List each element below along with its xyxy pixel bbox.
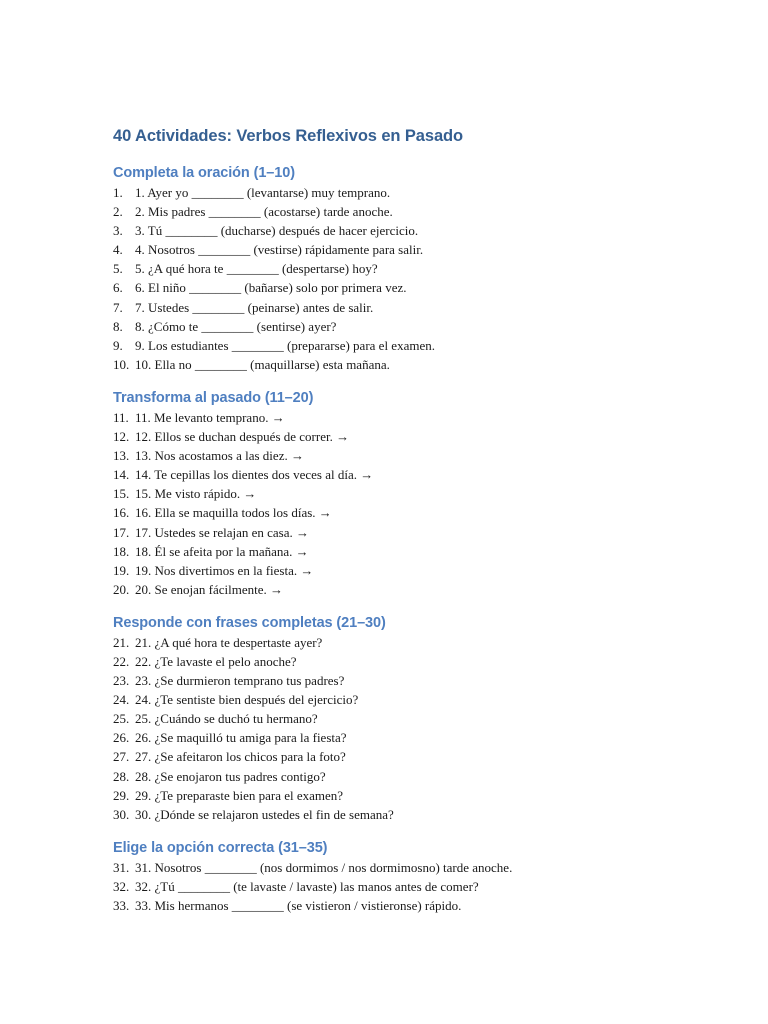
list-item bbox=[113, 484, 713, 503]
list-item bbox=[113, 523, 713, 542]
list-item bbox=[113, 542, 713, 561]
exercise-list-elige bbox=[113, 858, 713, 915]
item-number: 5. bbox=[113, 261, 123, 277]
item-text: 17. Ustedes se relajan en casa. → bbox=[135, 524, 309, 540]
list-item bbox=[113, 858, 713, 877]
item-number: 33. bbox=[113, 898, 130, 913]
item-number: 3. bbox=[113, 223, 123, 239]
list-item bbox=[113, 709, 713, 728]
list-item bbox=[113, 336, 713, 355]
list-item bbox=[113, 877, 713, 896]
item-number: 14. bbox=[113, 467, 130, 483]
list-item bbox=[113, 805, 713, 824]
item-number: 1. bbox=[113, 185, 123, 200]
item-number: 32. bbox=[113, 878, 130, 894]
item-number: 21. bbox=[113, 634, 130, 650]
item-text: 21. ¿A qué hora te despertaste ayer? bbox=[135, 634, 323, 650]
section-heading-elige: Elige la opción correcta (31–35) bbox=[113, 839, 328, 856]
item-number: 19. bbox=[113, 562, 130, 578]
list-item bbox=[113, 240, 713, 259]
item-text: 18. Él se afeita por la mañana. → bbox=[135, 543, 309, 559]
list-item bbox=[113, 503, 713, 522]
list-item bbox=[113, 298, 713, 317]
item-number: 23. bbox=[113, 673, 130, 689]
item-number: 26. bbox=[113, 730, 130, 746]
item-number: 4. bbox=[113, 242, 123, 258]
item-number: 13. bbox=[113, 448, 130, 464]
item-number: 7. bbox=[113, 299, 123, 315]
item-text: 23. ¿Se durmieron temprano tus padres? bbox=[135, 673, 345, 689]
list-item bbox=[113, 747, 713, 766]
item-text: 5. ¿A qué hora te ________ (despertarse) hoy? bbox=[135, 261, 378, 277]
item-text: 2. Mis padres ________ (acostarse) tarde anoche. bbox=[135, 204, 393, 220]
document-page bbox=[113, 124, 713, 915]
list-item bbox=[113, 427, 713, 446]
list-item bbox=[113, 580, 713, 599]
list-item bbox=[113, 896, 713, 915]
document-title: 40 Actividades: Verbos Reflexivos en Pasado bbox=[113, 127, 463, 145]
item-number: 12. bbox=[113, 429, 130, 445]
item-text: 4. Nosotros ________ (vestirse) rápidamente para salir. bbox=[135, 242, 424, 258]
item-text: 29. ¿Te preparaste bien para el examen? bbox=[135, 787, 344, 803]
item-text: 27. ¿Se afeitaron los chicos para la foto? bbox=[135, 749, 346, 765]
item-text: 15. Me visto rápido. → bbox=[135, 486, 257, 502]
item-text: 25. ¿Cuándo se duchó tu hermano? bbox=[135, 711, 318, 727]
item-number: 9. bbox=[113, 337, 123, 353]
list-item bbox=[113, 278, 713, 297]
list-item bbox=[113, 728, 713, 747]
item-text: 26. ¿Se maquilló tu amiga para la fiesta? bbox=[135, 730, 347, 746]
list-item bbox=[113, 259, 713, 278]
item-number: 17. bbox=[113, 524, 130, 540]
item-text: 30. ¿Dónde se relajaron ustedes el fin de semana? bbox=[135, 806, 394, 822]
list-item bbox=[113, 408, 713, 427]
item-text: 1. Ayer yo ________ (levantarse) muy temprano. bbox=[135, 185, 391, 200]
item-text: 12. Ellos se duchan después de correr. → bbox=[135, 429, 350, 445]
item-text: 11. Me levanto temprano. → bbox=[135, 409, 285, 425]
list-item bbox=[113, 690, 713, 709]
item-number: 8. bbox=[113, 318, 123, 334]
item-text: 14. Te cepillas los dientes dos veces al día. → bbox=[135, 467, 374, 483]
exercise-list-transforma bbox=[113, 408, 713, 599]
item-text: 19. Nos divertimos en la fiesta. → bbox=[135, 562, 314, 578]
list-item bbox=[113, 183, 713, 202]
item-text: 7. Ustedes ________ (peinarse) antes de salir. bbox=[135, 299, 374, 315]
item-number: 15. bbox=[113, 486, 130, 502]
item-number: 22. bbox=[113, 653, 130, 669]
list-item bbox=[113, 202, 713, 221]
item-text: 8. ¿Cómo te ________ (sentirse) ayer? bbox=[135, 318, 337, 334]
item-text: 22. ¿Te lavaste el pelo anoche? bbox=[135, 653, 297, 669]
list-item bbox=[113, 633, 713, 652]
item-text: 16. Ella se maquilla todos los días. → bbox=[135, 505, 332, 521]
section-heading-completa: Completa la oración (1–10) bbox=[113, 165, 295, 181]
item-text: 6. El niño ________ (bañarse) solo por primera vez. bbox=[135, 280, 407, 296]
item-number: 28. bbox=[113, 768, 130, 784]
section-heading-responde: Responde con frases completas (21–30) bbox=[113, 614, 386, 631]
item-number: 18. bbox=[113, 543, 130, 559]
item-text: 28. ¿Se enojaron tus padres contigo? bbox=[135, 768, 326, 784]
exercise-list-responde bbox=[113, 633, 713, 824]
item-number: 25. bbox=[113, 711, 130, 727]
list-item bbox=[113, 652, 713, 671]
exercise-list-completa bbox=[113, 183, 713, 374]
item-number: 2. bbox=[113, 204, 123, 220]
section-heading-transforma: Transforma al pasado (11–20) bbox=[113, 389, 314, 406]
item-number: 6. bbox=[113, 280, 123, 296]
item-number: 30. bbox=[113, 806, 130, 822]
item-number: 27. bbox=[113, 749, 130, 765]
item-number: 29. bbox=[113, 787, 130, 803]
list-item bbox=[113, 446, 713, 465]
item-text: 10. Ella no ________ (maquillarse) esta mañana. bbox=[135, 356, 390, 372]
item-number: 11. bbox=[113, 409, 129, 425]
item-text: 32. ¿Tú ________ (te lavaste / lavaste) las manos antes de comer? bbox=[135, 878, 479, 894]
item-number: 10. bbox=[113, 356, 130, 372]
list-item bbox=[113, 786, 713, 805]
item-text: 24. ¿Te sentiste bien después del ejercicio? bbox=[135, 692, 359, 708]
item-text: 31. Nosotros ________ (nos dormimos / nos dormimosno) tarde anoche. bbox=[135, 859, 513, 875]
item-number: 24. bbox=[113, 692, 130, 708]
list-item bbox=[113, 671, 713, 690]
item-number: 20. bbox=[113, 581, 130, 597]
item-text: 33. Mis hermanos ________ (se vistieron / vistieronse) rápido. bbox=[135, 898, 462, 913]
list-item bbox=[113, 767, 713, 786]
item-number: 16. bbox=[113, 505, 130, 521]
item-text: 9. Los estudiantes ________ (prepararse) para el examen. bbox=[135, 337, 435, 353]
item-text: 3. Tú ________ (ducharse) después de hacer ejercicio. bbox=[135, 223, 419, 239]
list-item bbox=[113, 465, 713, 484]
item-number: 31. bbox=[113, 859, 130, 875]
list-item bbox=[113, 561, 713, 580]
list-item bbox=[113, 317, 713, 336]
item-text: 20. Se enojan fácilmente. → bbox=[135, 581, 284, 597]
item-text: 13. Nos acostamos a las diez. → bbox=[135, 448, 304, 464]
list-item bbox=[113, 355, 713, 374]
list-item bbox=[113, 221, 713, 240]
